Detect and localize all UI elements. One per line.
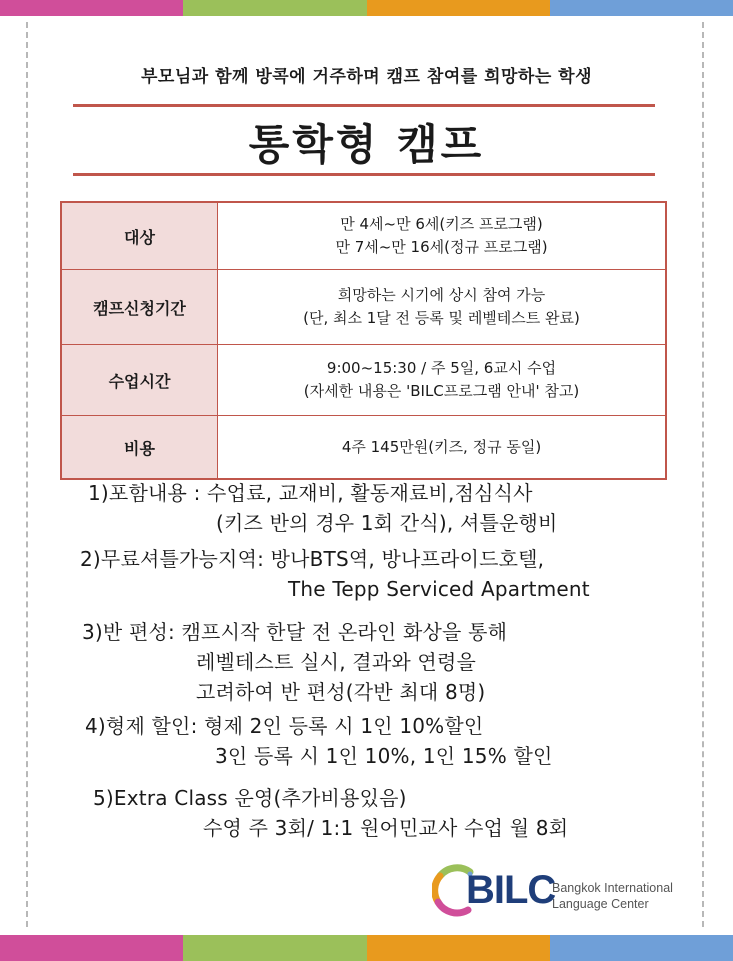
logo-name-line: Bangkok International — [552, 881, 673, 895]
subtitle: 부모님과 함께 방콕에 거주하며 캠프 참여를 희망하는 학생 — [140, 67, 593, 87]
row-value-class-hours — [218, 345, 667, 416]
row-value-target — [218, 202, 667, 270]
value-line: (자세한 내용은 'BILC프로그램 안내' 참고) — [303, 382, 580, 400]
note-line: 레벨테스트 실시, 결과와 연령을 — [196, 650, 476, 674]
value-line: 만 4세~만 6세(키즈 프로그램) — [340, 215, 543, 233]
note-shuttle-areas — [80, 544, 590, 604]
logo-org-name — [552, 880, 673, 912]
stripe-blue — [550, 0, 733, 16]
note-extra-class — [93, 783, 568, 843]
note-class-grouping — [82, 617, 507, 707]
note-line: 3인 등록 시 1인 10%, 1인 15% 할인 — [215, 744, 553, 768]
row-value-application-period — [218, 270, 667, 345]
page-title: 통학형 캠프 — [248, 120, 485, 169]
row-header-application-period: 캠프신청기간 — [61, 270, 218, 345]
note-line: 수영 주 3회/ 1:1 원어민교사 수업 월 8회 — [203, 816, 569, 840]
row-header-class-hours: 수업시간 — [61, 345, 218, 416]
top-color-stripe — [0, 0, 733, 16]
logo-name-line: Language Center — [552, 897, 649, 911]
info-table — [60, 201, 667, 480]
note-line: 1)포함내용 : 수업료, 교재비, 활동재료비,점심식사 — [88, 481, 533, 505]
note-included-items — [88, 478, 558, 538]
value-line: (단, 최소 1달 전 등록 및 레벨테스트 완료) — [303, 309, 580, 327]
title-rule-top — [73, 104, 655, 107]
stripe-blue — [550, 935, 733, 961]
table-row — [61, 345, 666, 416]
stripe-pink — [0, 935, 183, 961]
table-row — [61, 416, 666, 480]
stripe-green — [183, 0, 366, 16]
value-line: 희망하는 시기에 상시 참여 가능 — [337, 286, 546, 304]
stripe-pink — [0, 0, 183, 16]
bottom-color-stripe — [0, 935, 733, 961]
note-sibling-discount — [85, 711, 553, 771]
row-header-cost: 비용 — [61, 416, 218, 480]
note-line: 고려하여 반 편성(각반 최대 8명) — [196, 680, 486, 704]
note-line: 3)반 편성: 캠프시작 한달 전 온라인 화상을 통해 — [82, 620, 508, 644]
logo-wordmark: BILC — [466, 868, 556, 912]
table-row — [61, 202, 666, 270]
row-value-cost — [218, 416, 667, 480]
value-line: 만 7세~만 16세(정규 프로그램) — [335, 238, 548, 256]
table-row — [61, 270, 666, 345]
stripe-green — [183, 935, 366, 961]
value-line: 9:00~15:30 / 주 5일, 6교시 수업 — [326, 359, 557, 377]
note-line: (키즈 반의 경우 1회 간식), 셔틀운행비 — [216, 511, 558, 535]
stripe-orange — [367, 0, 550, 16]
note-line: 2)무료셔틀가능지역: 방나BTS역, 방나프라이드호텔, — [80, 547, 545, 571]
bilc-logo — [432, 860, 702, 920]
row-header-target: 대상 — [61, 202, 218, 270]
note-line: 4)형제 할인: 형제 2인 등록 시 1인 10%할인 — [85, 714, 484, 738]
stripe-orange — [367, 935, 550, 961]
title-rule-bottom — [73, 173, 655, 176]
note-line: 5)Extra Class 운영(추가비용있음) — [93, 786, 407, 810]
note-line: The Tepp Serviced Apartment — [288, 577, 590, 601]
value-line: 4주 145만원(키즈, 정규 동일) — [341, 437, 542, 456]
